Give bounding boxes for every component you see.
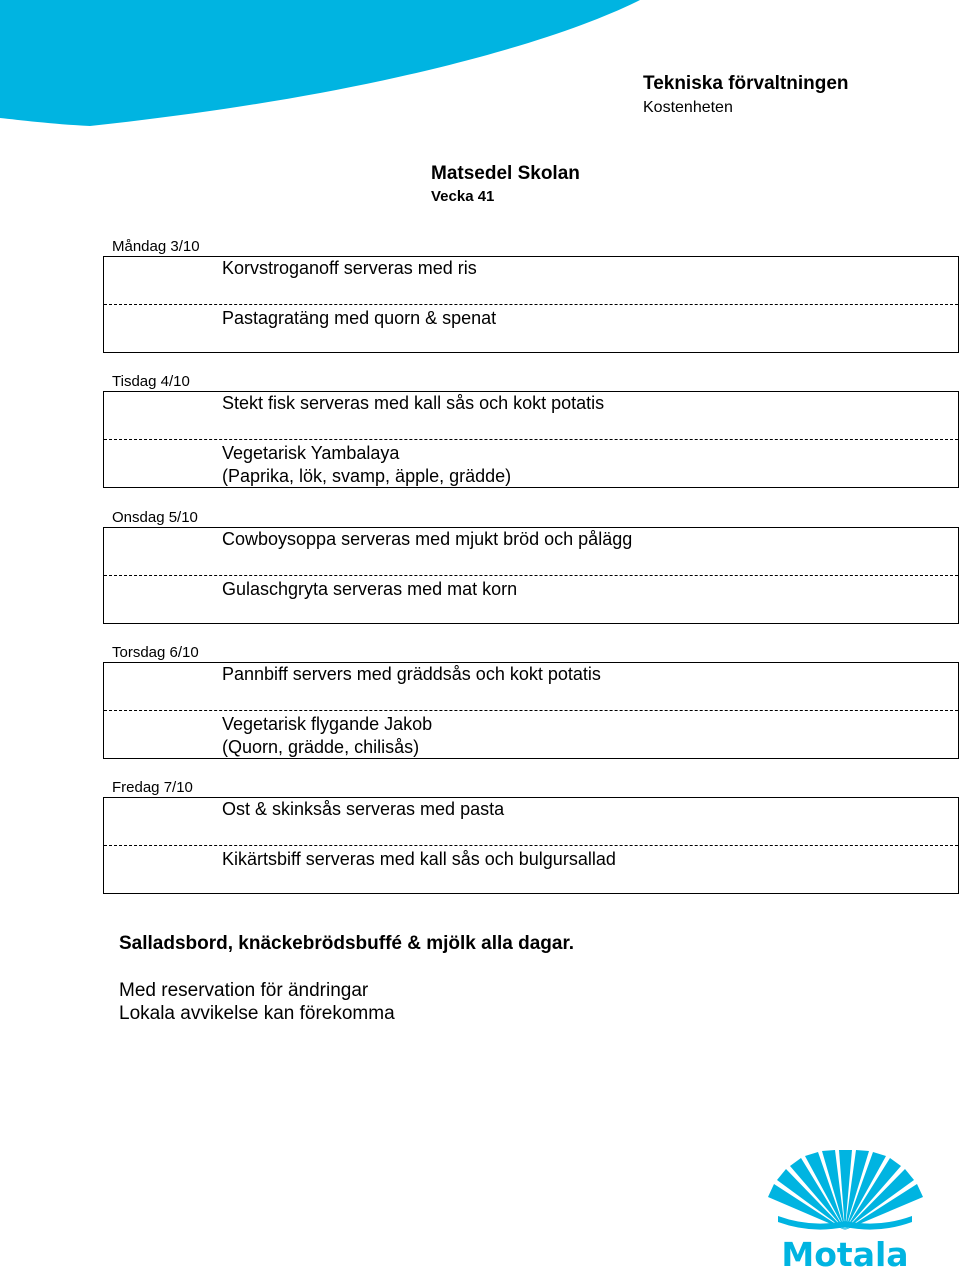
meal-box (103, 391, 959, 488)
day-wednesday (103, 509, 959, 624)
day-friday (103, 779, 959, 894)
organization-header (643, 73, 849, 118)
organization-unit: Kostenheten (643, 99, 733, 116)
daily-offer-note: Salladsbord, knäckebrödsbuffé & mjölk alla dagar. (119, 933, 575, 954)
day-label: Torsdag 6/10 (112, 644, 199, 661)
meal-main: Cowboysoppa serveras med mjukt bröd och pålägg (222, 529, 633, 549)
meal-vegetarian: Vegetarisk flygande Jakob (Quorn, grädde, chilisås) (222, 714, 433, 757)
logo-text: Motala (781, 1235, 909, 1270)
meal-divider (104, 439, 958, 440)
meal-vegetarian: Gulaschgryta serveras med mat korn (222, 579, 518, 599)
meal-box (103, 527, 959, 624)
day-label: Onsdag 5/10 (112, 509, 198, 526)
page-title: Matsedel Skolan (431, 163, 580, 184)
menu-title-block (431, 163, 580, 207)
day-label: Tisdag 4/10 (112, 373, 190, 390)
organization-name: Tekniska förvaltningen (643, 73, 849, 94)
header-swoosh-decoration (0, 0, 660, 130)
meal-main: Pannbiff servers med gräddsås och kokt potatis (222, 664, 601, 684)
meal-vegetarian: Pastagratäng med quorn & spenat (222, 308, 497, 328)
meal-main: Ost & skinksås serveras med pasta (222, 799, 505, 819)
meal-divider (104, 845, 958, 846)
reservation-note: Med reservation för ändringar (119, 980, 369, 1001)
motala-fan-logo-icon (764, 1150, 926, 1270)
footer-notes (119, 979, 395, 1025)
local-deviation-note: Lokala avvikelse kan förekomma (119, 1003, 395, 1024)
meal-divider (104, 710, 958, 711)
meal-vegetarian: Kikärtsbiff serveras med kall sås och bulgursallad (222, 849, 616, 869)
day-monday (103, 238, 959, 353)
motala-logo (764, 1150, 926, 1270)
week-label: Vecka 41 (431, 188, 495, 205)
meal-box (103, 662, 959, 759)
meal-box (103, 256, 959, 353)
meal-main: Korvstroganoff serveras med ris (222, 258, 477, 278)
day-tuesday (103, 373, 959, 488)
meal-divider (104, 304, 958, 305)
meal-divider (104, 575, 958, 576)
day-thursday (103, 644, 959, 759)
day-label: Fredag 7/10 (112, 779, 193, 796)
meal-vegetarian: Vegetarisk Yambalaya (Paprika, lök, svamp, äpple, grädde) (222, 443, 512, 486)
day-label: Måndag 3/10 (112, 238, 200, 255)
meal-main: Stekt fisk serveras med kall sås och kokt potatis (222, 393, 605, 413)
meal-box (103, 797, 959, 894)
